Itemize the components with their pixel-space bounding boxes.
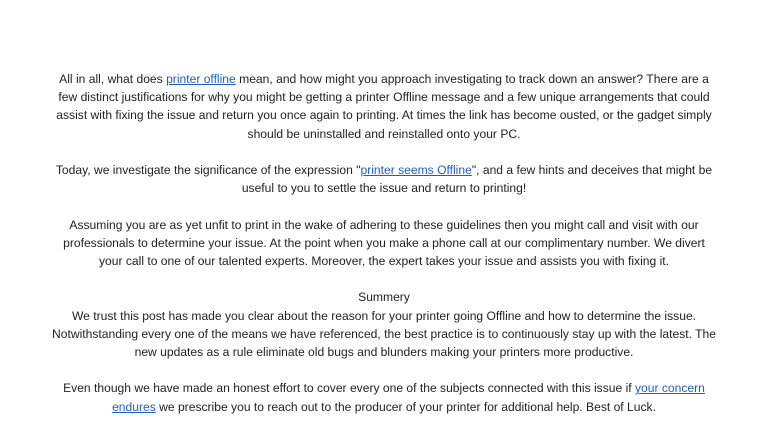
paragraph-text: All in all, what does [59, 72, 167, 86]
paragraph-text: ", and a few hints and deceives that might be useful to you to settle the issue and return to printing! [241, 163, 713, 196]
printer-offline-link[interactable]: printer offline [166, 72, 236, 86]
paragraph-closing [50, 379, 718, 415]
paragraph-printer-offline [50, 70, 718, 143]
printer-seems-offline-link[interactable]: printer seems Offline [360, 163, 472, 177]
paragraph-support-call [50, 216, 718, 271]
summary-section [50, 288, 718, 361]
summary-text: We trust this post has made you clear about the reason for your printer going Offline and how to determine the issue. Notwithstanding every one of the means we have referenced, the best practice is to continuously stay up with the latest. The new updates as a rule eliminate old bugs and blunders making your printers more productive. [52, 308, 716, 359]
paragraph-text: Today, we investigate the significance of the expression " [55, 163, 361, 177]
your-concern-endures-link[interactable]: your concern endures [112, 381, 705, 414]
paragraph-text: mean, and how might you approach investigating to track down an answer? There are a few distinct justifications for why you might be getting a printer Offline message and a few unique arrangements that could assist with fixing the issue and return you once again to printing. At times the link has become ousted, or the gadget simply should be uninstalled and reinstalled onto your PC. [56, 72, 712, 141]
paragraph-text: Assuming you are as yet unfit to print in the wake of adhering to these guidelines then you might call and visit with our professionals to determine your issue. At the point when you make a phone call at our complimentary number. We divert your call to one of our talented experts. Moreover, the expert takes your issue and assists you with fixing it. [63, 217, 705, 268]
document-body [50, 70, 718, 434]
summary-heading: Summery [358, 290, 410, 305]
paragraph-text: Even though we have made an honest effort to cover every one of the subjects connected with this issue if [63, 381, 635, 396]
paragraph-text: we prescribe you to reach out to the producer of your printer for additional help. Best of Luck. [155, 399, 656, 414]
paragraph-printer-seems-offline [50, 161, 718, 197]
